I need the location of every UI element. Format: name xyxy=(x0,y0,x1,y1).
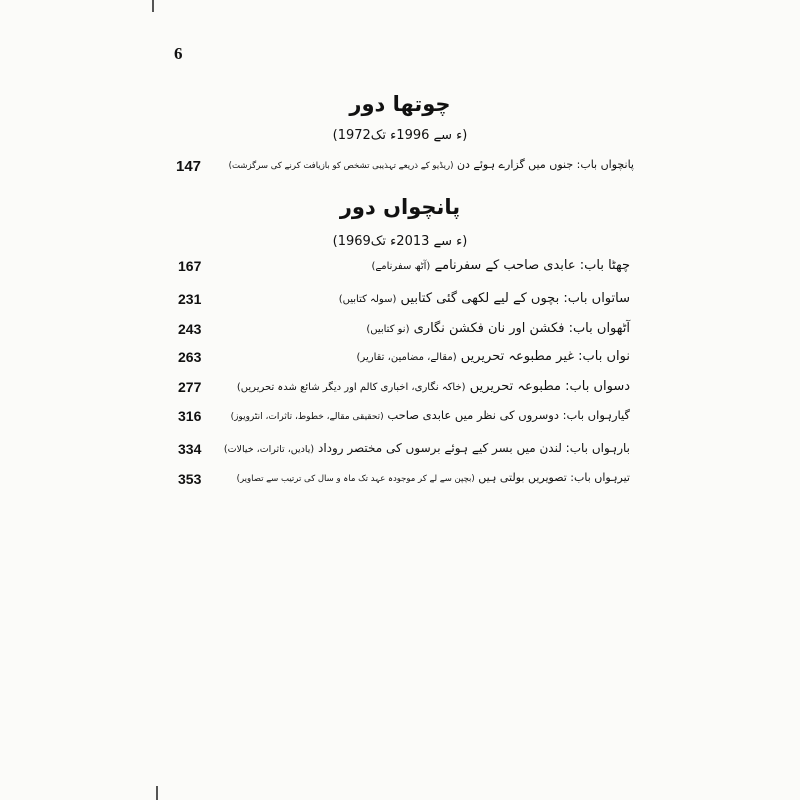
toc-page-number: 231 xyxy=(178,291,202,307)
toc-row xyxy=(170,379,630,403)
toc-row xyxy=(170,408,630,432)
toc-chapter-note: (خاکہ نگاری، اخباری کالم اور دیگر شائع شدہ تحریریں) xyxy=(236,382,466,393)
toc-chapter xyxy=(339,291,630,306)
toc-chapter xyxy=(357,349,630,364)
toc-chapter-title: تیرہواں باب: تصویریں بولتی ہیں xyxy=(478,471,630,484)
scan-mark-top xyxy=(152,0,154,12)
toc-chapter-note: (آٹھ سفرنامے) xyxy=(371,261,431,272)
toc-page-number: 147 xyxy=(176,158,202,175)
toc-row xyxy=(170,258,630,282)
toc-row xyxy=(170,471,630,495)
section-5-title: پانچواں دور xyxy=(339,195,461,219)
page-number: 6 xyxy=(174,44,183,63)
toc-chapter-title: آٹھواں باب: فکشن اور نان فکشن نگاری xyxy=(413,321,630,336)
toc-row xyxy=(170,349,630,373)
toc-chapter xyxy=(237,471,630,484)
toc-chapter-title: نواں باب: غیر مطبوعہ تحریریں xyxy=(460,349,630,364)
toc-chapter-title: پانچواں باب: جنوں میں گزارے ہوئے دن xyxy=(456,158,634,171)
toc-row xyxy=(170,291,630,315)
toc-page-number: 334 xyxy=(178,441,202,457)
toc-chapter xyxy=(231,408,630,422)
toc-chapter-note: (تحقیقی مقالے، خطوط، تاثرات، انٹرویوز) xyxy=(230,412,384,422)
section-4-title: چوتھا دور xyxy=(349,92,451,116)
toc-chapter-note: (نو کتابیں) xyxy=(366,324,410,335)
toc-chapter xyxy=(371,258,630,273)
section-5-period: (1969ء سے 2013ء تک) xyxy=(332,234,468,249)
toc-page-number: 277 xyxy=(178,379,202,395)
toc-chapter-title: بارہواں باب: لندن میں بسر کیے ہوئے برسوں کی مختصر روداد xyxy=(317,441,630,455)
toc-chapter-note: (بچپن سے لے کر موجودہ عہد تک ماہ و سال کی ترتیب سے تصاویر) xyxy=(236,474,475,484)
toc-row xyxy=(172,158,634,182)
toc-chapter xyxy=(237,379,630,394)
toc-chapter xyxy=(366,321,630,336)
toc-chapter-title: دسواں باب: مطبوعہ تحریریں xyxy=(469,379,630,394)
toc-chapter xyxy=(224,441,630,455)
toc-chapter-title: چھٹا باب: عابدی صاحب کے سفرنامے xyxy=(434,258,630,273)
toc-row xyxy=(170,321,630,345)
toc-page-number: 353 xyxy=(178,471,202,487)
toc-chapter-note: (ریڈیو کے ذریعے تہذیبی تشخص کو بازیافت کرنے کی سرگزشت) xyxy=(228,161,454,171)
toc-chapter-title: ساتواں باب: بچوں کے لیے لکھی گئی کتابیں xyxy=(400,291,630,306)
toc-chapter-note: (سولہ کتابیں) xyxy=(338,294,397,305)
toc-chapter xyxy=(229,158,634,171)
scan-mark-bottom xyxy=(156,786,158,800)
toc-page-number: 316 xyxy=(178,408,202,424)
toc-row xyxy=(170,441,630,465)
section-4-period: (1972ء سے 1996ء تک) xyxy=(332,128,468,143)
toc-page-number: 263 xyxy=(178,349,202,365)
toc-page-number: 167 xyxy=(178,258,202,274)
toc-chapter-title: گیارہواں باب: دوسروں کی نظر میں عابدی صاحب xyxy=(387,408,630,422)
toc-page-number: 243 xyxy=(178,321,202,337)
toc-chapter-note: (مقالے، مضامین، تقاریر) xyxy=(356,352,457,363)
toc-chapter-note: (یادیں، تاثرات، خیالات) xyxy=(223,444,315,455)
